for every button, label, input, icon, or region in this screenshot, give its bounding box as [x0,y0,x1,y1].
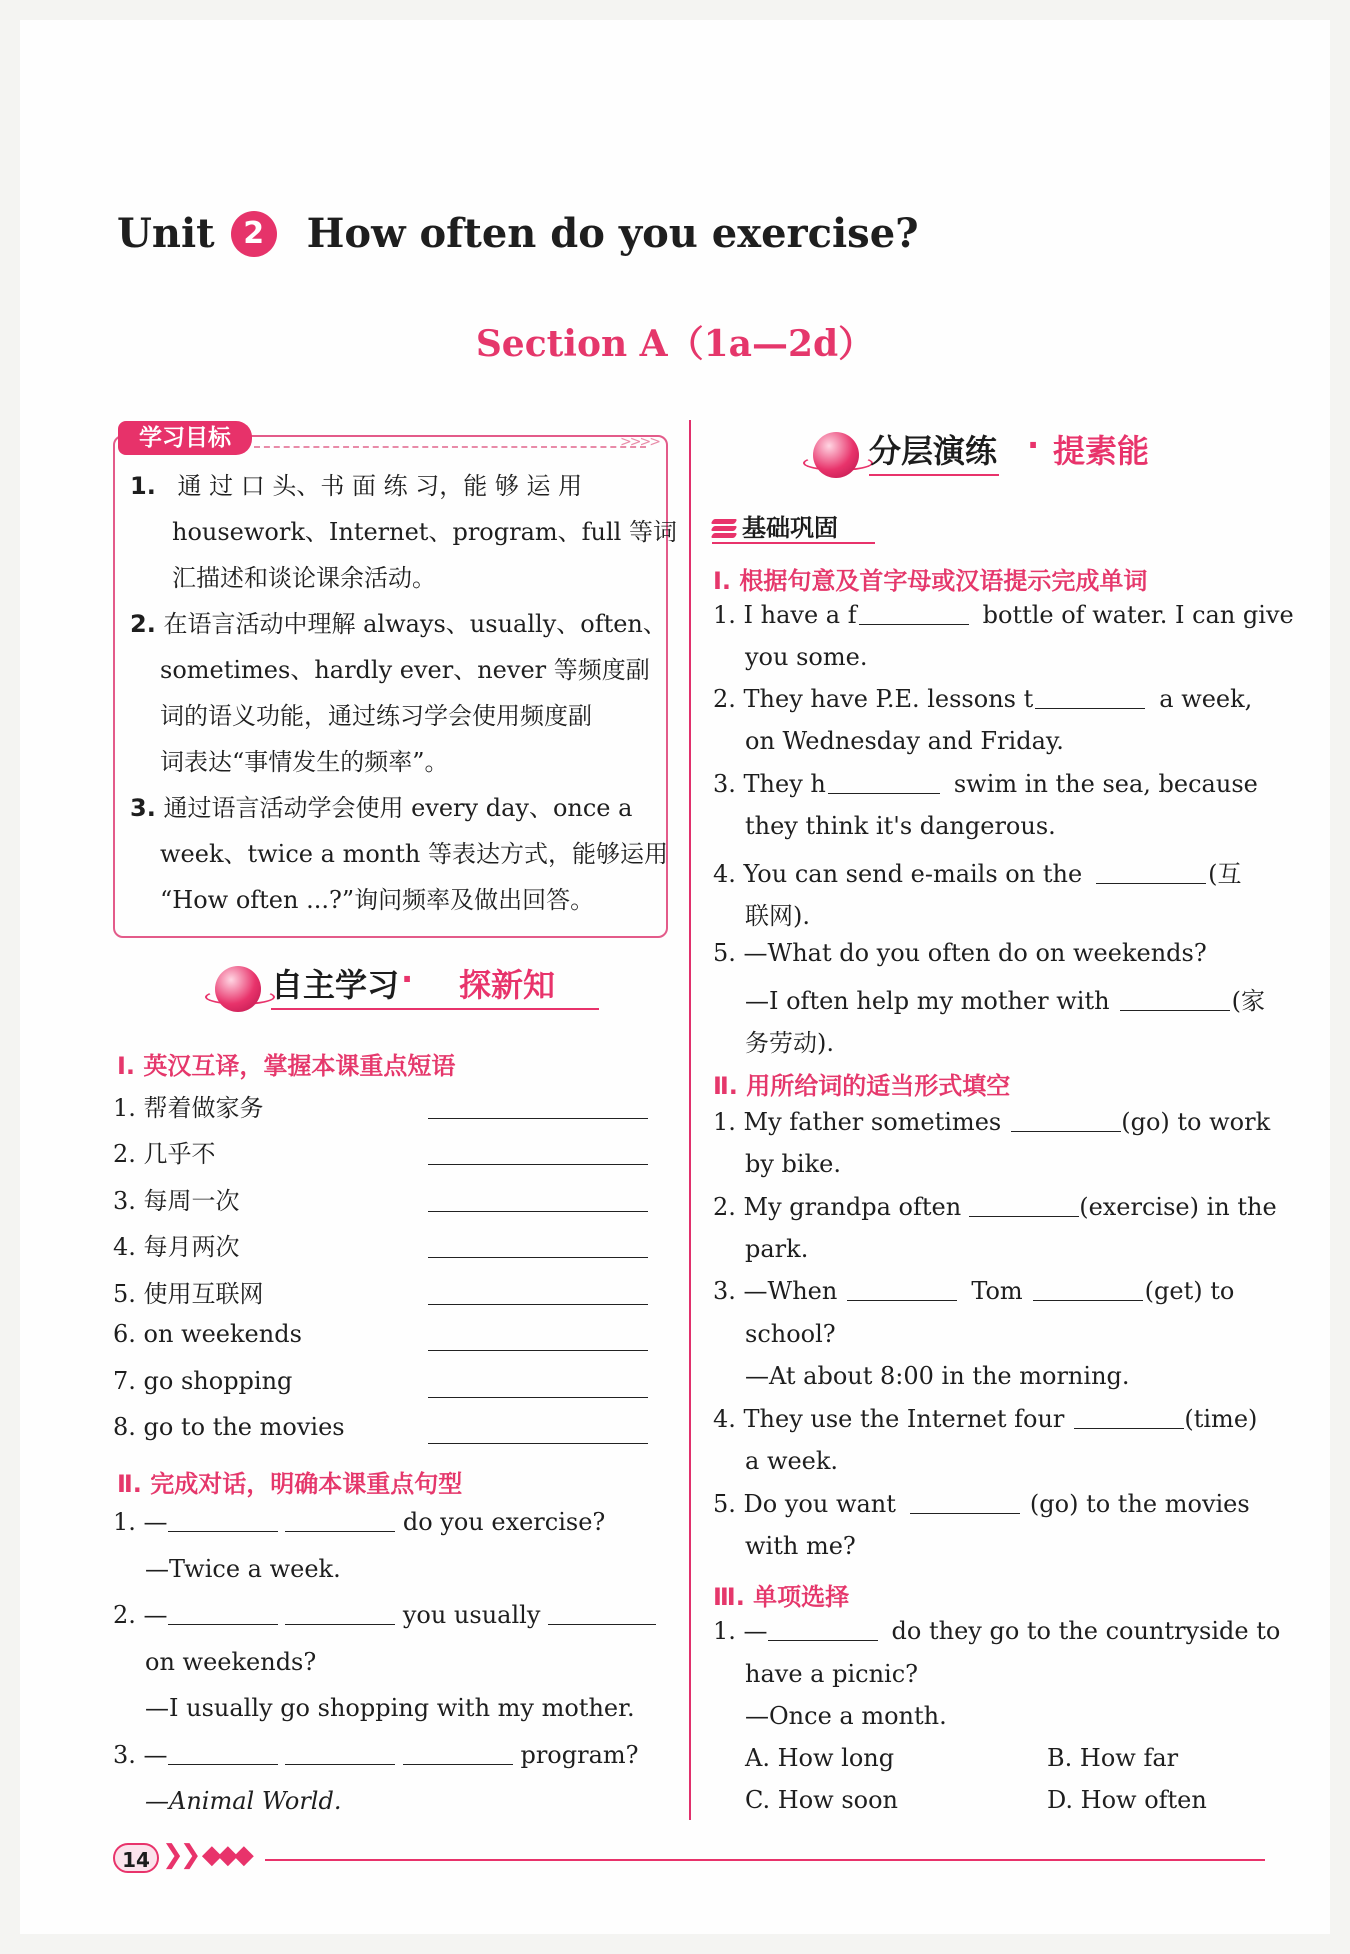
r2-q4-text2: (time) [1184,1405,1258,1433]
dialog-3-num: 3. [113,1741,136,1769]
r2-q2-line2: park. [745,1235,809,1263]
phrase-item: 7. go shopping [113,1367,293,1395]
r1-q3-text: 3. They h [713,770,826,798]
r3-q1 [713,1617,1280,1645]
dialog-2 [113,1601,656,1629]
dialog-1-dash: — [143,1508,168,1536]
r1-q5-line2 [745,981,1265,1016]
option-a[interactable]: A. How long [745,1744,895,1772]
r2-q4-line2: a week. [745,1447,839,1475]
left-banner-underline [271,1008,599,1010]
r2-q3-line2: school? [745,1320,836,1348]
answer-blank[interactable] [428,1303,648,1305]
basic-practice-label: 基础巩固 [742,514,838,542]
right-section-banner [813,424,1173,480]
section-title: Section A（1a—2d） [475,323,875,365]
r2-q1-text2: (go) to work [1121,1108,1271,1136]
r1-q3 [713,770,1258,798]
answer-blank[interactable] [168,1742,278,1765]
goal-3-line1: 通过语言活动学会使用 every day、once a [163,794,633,822]
goal-3-num: 3. [130,794,156,822]
r2-q1-text: 1. My father sometimes [713,1108,1002,1136]
option-d[interactable]: D. How often [1047,1786,1207,1814]
sub-underline [712,542,875,544]
learning-goals-tag: 学习目标 [118,421,252,455]
r1-q1-text2: bottle of water. I can give [982,601,1294,629]
r2-q2-text2: (exercise) in the [1079,1193,1277,1221]
left-part2-heading: Ⅱ. 完成对话，明确本课重点句型 [117,1470,463,1498]
answer-blank[interactable] [1011,1109,1121,1132]
r2-q5-text2: (go) to the movies [1029,1490,1250,1518]
left-banner-subtitle: 探新知 [459,966,556,1004]
phrase-item: 4. 每月两次 [113,1233,240,1261]
answer-blank[interactable] [969,1194,1079,1217]
r2-q4-text: 4. They use the Internet four [713,1405,1065,1433]
answer-blank[interactable] [828,771,940,794]
r2-q5-line2: with me? [745,1532,856,1560]
goal-2-line2: sometimes、hardly ever、never 等频度副 [160,656,650,684]
answer-blank[interactable] [285,1742,395,1765]
r1-q3-text2: swim in the sea, because [953,770,1258,798]
r2-q3-text2: Tom [971,1277,1023,1305]
answer-blank[interactable] [548,1602,656,1625]
answer-blank[interactable] [428,1210,648,1212]
left-banner-title: 自主学习 [271,966,400,1004]
arrows-icon: >>>> [620,434,659,450]
dialog-3-dash: — [143,1741,168,1769]
phrase-item: 8. go to the movies [113,1413,345,1441]
answer-blank[interactable] [1035,686,1145,709]
goal-1-line3: 汇描述和谈论课余活动。 [172,564,436,592]
r1-q2-text2: a week, [1159,685,1253,713]
right-part2-heading: Ⅱ. 用所给词的适当形式填空 [713,1072,1011,1100]
r1-q5-text3: (家 [1231,987,1265,1015]
goal-3-line3: “How often ...?”询问频率及做出回答。 [160,886,595,914]
phrase-item: 3. 每周一次 [113,1187,240,1215]
goal-1 [130,463,582,509]
answer-blank[interactable] [1074,1406,1184,1429]
right-banner-title: 分层演练 [869,432,998,470]
r2-q3-line3: —At about 8:00 in the morning. [745,1362,1130,1390]
r2-q4 [713,1405,1257,1433]
left-section-banner [215,958,615,1014]
r2-q2 [713,1193,1277,1221]
planet-icon [813,432,859,478]
r1-q1-line2: you some. [745,643,868,671]
r2-q3-text: 3. —When [713,1277,838,1305]
r2-q1 [713,1108,1270,1136]
planet-icon [215,966,261,1012]
answer-blank[interactable] [859,602,969,625]
dialog-2-answer: —I usually go shopping with my mother. [145,1694,635,1722]
answer-blank[interactable] [428,1256,648,1258]
r3-q1-text: 1. — [713,1617,768,1645]
r2-q2-text: 2. My grandpa often [713,1193,962,1221]
answer-blank[interactable] [1120,988,1230,1011]
answer-blank[interactable] [428,1442,648,1444]
phrase-item: 6. on weekends [113,1320,302,1348]
goals-dashed-line [254,446,646,448]
dialog-2-dash: — [143,1601,168,1629]
right-banner-subtitle: 提素能 [1053,432,1150,470]
dialog-1-answer: —Twice a week. [145,1555,341,1583]
goal-1-line2: housework、Internet、program、full 等词 [172,518,677,546]
page-arrows-icon: ❯❯ ◆◆◆ [162,1840,250,1870]
goal-2-line1: 在语言活动中理解 always、usually、often、 [163,610,667,638]
option-b[interactable]: B. How far [1047,1744,1179,1772]
phrase-item: 2. 几乎不 [113,1140,216,1168]
dialog-2-text: you usually [402,1601,541,1629]
right-part1-heading: Ⅰ. 根据句意及首字母或汉语提示完成单词 [713,567,1148,595]
r1-q5-text: 5. —What do you often do on weekends? [713,939,1207,967]
dialog-3-text: program? [520,1741,639,1769]
r2-q3-text3: (get) to [1144,1277,1235,1305]
answer-blank[interactable] [768,1618,878,1641]
goal-1-num: 1. [130,472,156,500]
answer-blank[interactable] [285,1602,395,1625]
r2-q1-line2: by bike. [745,1150,841,1178]
r1-q2-text: 2. They have P.E. lessons t [713,685,1034,713]
dialog-1-text: do you exercise? [402,1508,606,1536]
basic-practice-heading [712,508,838,543]
goal-2 [130,601,667,647]
goal-2-line4: 词表达“事情发生的频率”。 [160,748,449,776]
r1-q3-line2: they think it's dangerous. [745,812,1056,840]
unit-title [117,210,919,257]
goal-2-num: 2. [130,610,156,638]
r1-q1 [713,601,1294,629]
answer-blank[interactable] [428,1117,648,1119]
r3-q1-line3: —Once a month. [745,1702,947,1730]
column-divider [689,420,691,1820]
dialog-2-line2: on weekends? [145,1648,317,1676]
right-banner-underline [869,474,999,476]
r2-q5 [713,1490,1250,1518]
goal-2-line3: 词的语义功能，通过练习学会使用频度副 [160,702,592,730]
unit-heading: How often do you exercise? [306,210,919,257]
left-part1-heading: Ⅰ. 英汉互译，掌握本课重点短语 [117,1052,456,1080]
left-banner-dot: · [401,960,414,998]
r2-q5-text: 5. Do you want [713,1490,896,1518]
goal-3 [130,785,632,831]
unit-number-badge: 2 [231,211,277,257]
r1-q4-text: 4. You can send e-mails on the [713,860,1083,888]
r1-q5-line3: 务劳动). [745,1029,834,1057]
answer-blank[interactable] [1033,1278,1143,1301]
dialog-3-answer: —Animal World. [145,1787,342,1815]
r1-q4 [713,854,1242,889]
option-c[interactable]: C. How soon [745,1786,898,1814]
unit-label: Unit [117,210,215,257]
dialog-2-num: 2. [113,1601,136,1629]
dialog-1 [113,1508,605,1536]
r3-q1-text2: do they go to the countryside to [891,1617,1281,1645]
right-banner-dot: · [1027,426,1040,464]
answer-blank[interactable] [168,1602,278,1625]
answer-blank[interactable] [403,1742,513,1765]
goal-1-line1: 通 过 口 头、书 面 练 习，能 够 运 用 [177,472,583,500]
phrase-item: 1. 帮着做家务 [113,1094,264,1122]
answer-blank[interactable] [428,1349,648,1351]
answer-blank[interactable] [1096,861,1206,884]
answer-blank[interactable] [428,1163,648,1165]
phrase-item: 5. 使用互联网 [113,1280,264,1308]
answer-blank[interactable] [428,1396,648,1398]
dialog-3 [113,1741,639,1769]
dialog-1-num: 1. [113,1508,136,1536]
r1-q4-text2: (互 [1208,860,1242,888]
answer-blank[interactable] [847,1278,957,1301]
answer-blank[interactable] [285,1509,395,1532]
r2-q3 [713,1277,1234,1305]
r1-q5-text2: —I often help my mother with [745,987,1110,1015]
answer-blank[interactable] [910,1491,1020,1514]
answer-blank[interactable] [168,1509,278,1532]
r3-q1-line2: have a picnic? [745,1660,919,1688]
page-number: 14 [113,1843,159,1873]
r1-q4-line2: 联网). [745,902,810,930]
footer-line [265,1859,1265,1861]
goal-3-line2: week、twice a month 等表达方式，能够运用 [160,840,668,868]
right-part3-heading: Ⅲ. 单项选择 [713,1583,850,1611]
r1-q2 [713,685,1252,713]
books-icon [712,517,738,539]
r1-q1-text: 1. I have a f [713,601,857,629]
r1-q2-line2: on Wednesday and Friday. [745,727,1064,755]
